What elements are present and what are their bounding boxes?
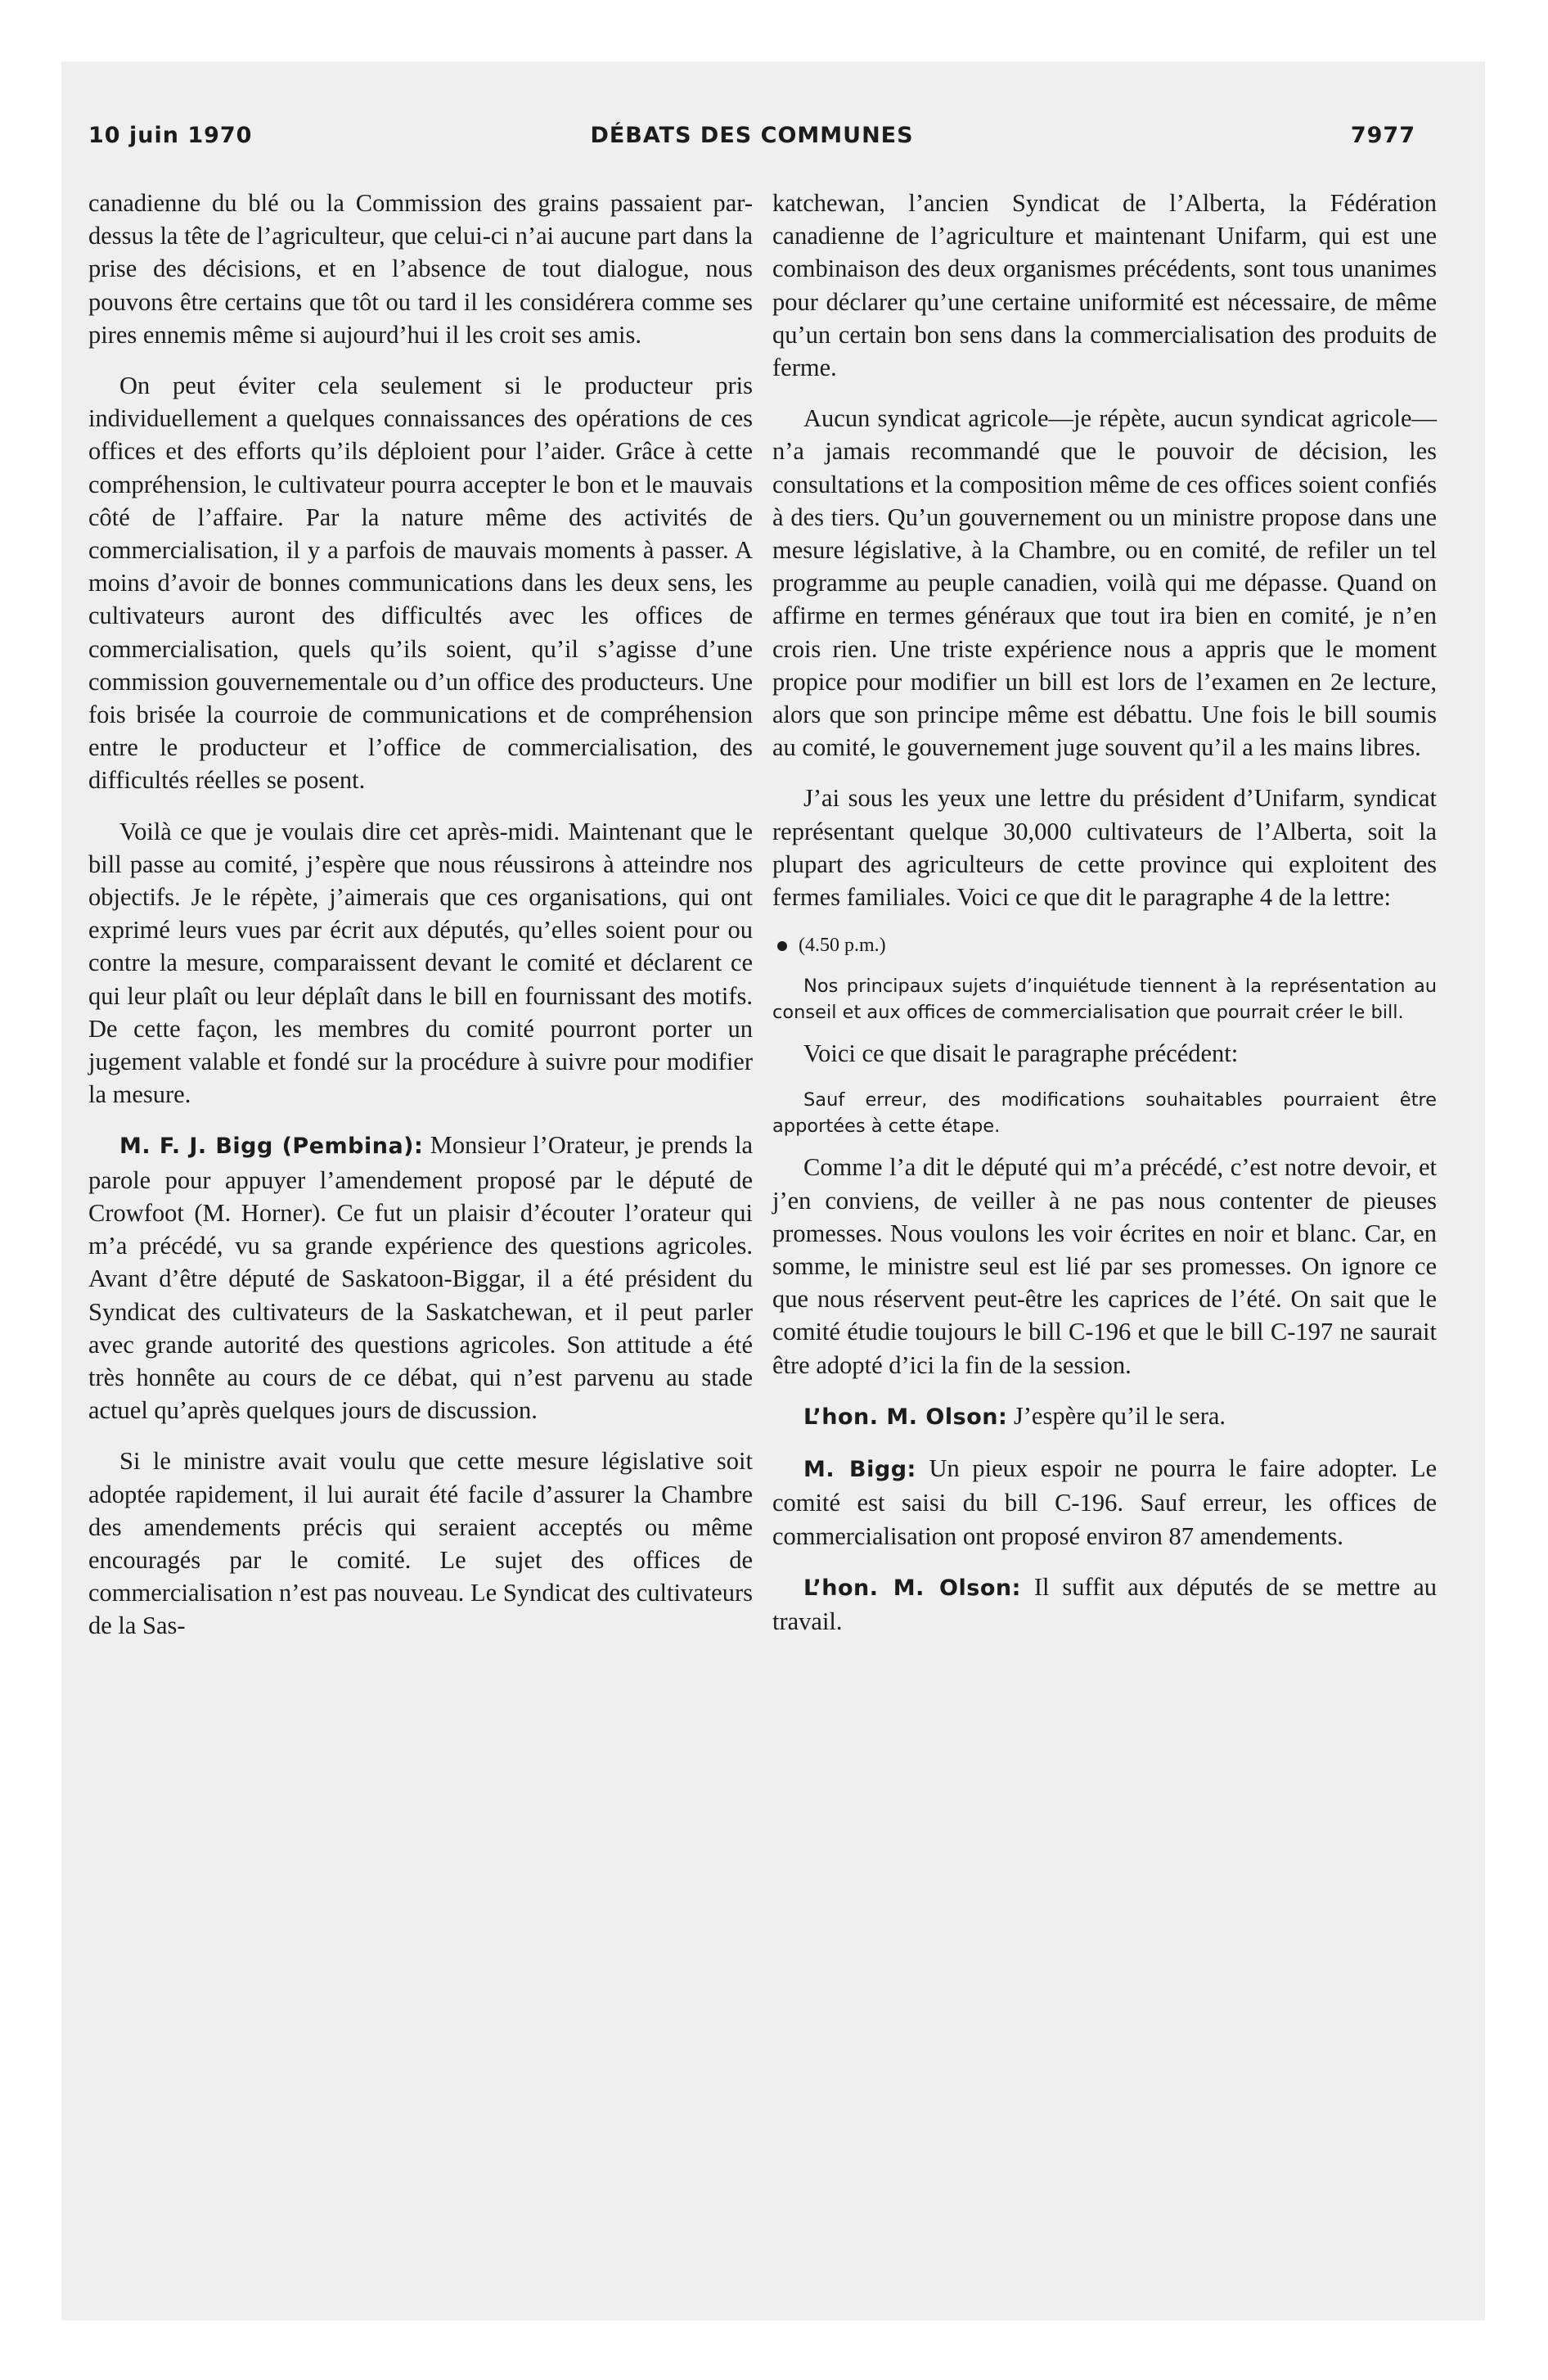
speech-text: Monsieur l’Orateur, je prends la parole pour appuyer l’amendement proposé par le député de Crowfoot (M. Horner). Ce fut un plaisir d’écouter l’orateur qui m’a précédé, vu sa grande expérience des questions agricoles. Avant d’être député de Saskatoon-Biggar, il a été président du Syndicat des cultivateurs de la Saskatchewan, et il peut parler avec grande autorité des questions agricoles. Son attitude a été très honnête au cours de ce débat, qui n’est parvenu au stade actuel qu’après quelques jours de discussion. bbox=[88, 1131, 754, 1425]
paragraph: Comme l’a dit le député qui m’a précédé, c’est notre devoir, et j’en conviens, de veiller à ne pas nous contenter de pieuses promesses. Nous voulons les voir écrites en noir et blanc. Car, en somme, le ministre seul est lié par ses promesses. On ignore ce que nous réservent peut-être les caprices de l’été. On sait que le comité étudie toujours le bill C-196 et que le bill C-197 ne saurait être adopté d’ici la fin de la session. bbox=[772, 1153, 1437, 1379]
paragraph: Si le ministre avait voulu que cette mesure législative soit adoptée rapidement, il lui aurait été facile d’assurer la Chambre des amendements précis qui seraient acceptés ou même encouragés par le comité. Le sujet des offices de commercialisation n’est pas nouveau. Le Syndicat des cultivateurs de la Sas- bbox=[88, 1447, 753, 1640]
header-title: DÉBATS DES COMMUNES bbox=[590, 123, 914, 148]
speech-paragraph bbox=[772, 1452, 1437, 1553]
left-column bbox=[88, 187, 753, 1661]
header-page-number: 7977 bbox=[1350, 123, 1415, 148]
paragraph: On peut éviter cela seulement si le producteur pris individuellement a quelques connaissances des opérations de ces offices et des efforts qu’ils déploient pour l’aider. Grâce à cette compréhension, le cultivateur pourra accepter le bon et le mauvais côté de l’affaire. Par la nature même des activités de commercialisation, il y a parfois de mauvais moments à passer. A moins d’avoir de bonnes communications dans les deux sens, les cultivateurs auront des difficultés avec les offices de commercialisation, quels qu’ils soient, qu’il s’agisse d’une commission gouvernementale ou d’un office des producteurs. Une fois brisée la courroie de communications et de compréhension entre le producteur et l’office de commercialisation, des difficultés réelles se posent. bbox=[88, 372, 753, 795]
speaker-name: M. Bigg: bbox=[803, 1457, 916, 1483]
speech-paragraph bbox=[88, 1129, 753, 1427]
paragraph: J’ai sous les yeux une lettre du président d’Unifarm, syndicat représentant quelque 30,000 cultivateurs de l’Alberta, soit la plupart des agriculteurs de cette province qui exploitent des fermes familiales. Voici ce que dit le paragraphe 4 de la lettre: bbox=[772, 784, 1437, 912]
speech-text: J’espère qu’il le sera. bbox=[1013, 1401, 1226, 1430]
header-date: 10 juin 1970 bbox=[88, 123, 253, 148]
speaker-name: L’hon. M. Olson: bbox=[803, 1575, 1021, 1601]
speaker-name: M. F. J. Bigg (Pembina): bbox=[119, 1134, 424, 1160]
paragraph: Voici ce que disait le paragraphe précédent: bbox=[803, 1039, 1239, 1068]
paragraph: Aucun syndicat agricole—je répète, aucun syndicat agricole—n’a jamais recommandé que le pouvoir de décision, les consultations et la composition même de ces offices soient confiés à des tiers. Qu’un gouvernement ou un ministre propose dans une mesure législative, à la Chambre, ou en comité, de refiler un tel programme au peuple canadien, voilà qui me dépasse. Quand on affirme en termes généraux que tout ira bien en comité, je n’en crois rien. Une triste expérience nous a appris que le moment propice pour modifier un bill est lors de l’examen en 2e lecture, alors que son principe même est débattu. Une fois le bill soumis au comité, le gouvernement juge souvent qu’il a les mains libres. bbox=[772, 404, 1437, 762]
speech-paragraph bbox=[772, 1400, 1437, 1434]
paragraph: Voilà ce que je voulais dire cet après-midi. Maintenant que le bill passe au comité, j’espère que nous réussirons à atteindre nos objectifs. Je le répète, j’aimerais que ces organisations, qui ont exprimé leurs vues par écrit aux députés, qu’elles soient pour ou contre la mesure, comparaissent devant le comité et déclarent ce qui leur plaît ou leur déplaît dans le bill en fournissant des motifs. De cette façon, les membres du comité pourront porter un jugement valable et fondé sur la procédure à suivre pour modifier la mesure. bbox=[88, 817, 753, 1109]
right-column bbox=[772, 187, 1437, 1656]
quotation: Sauf erreur, des modifications souhaitables pourraient être apportées à cette étape. bbox=[772, 1089, 1437, 1137]
page-header bbox=[88, 123, 1415, 156]
bullet-icon bbox=[777, 941, 787, 951]
paragraph: katchewan, l’ancien Syndicat de l’Alberta, la Fédération canadienne de l’agriculture et maintenant Unifarm, qui est une combinaison des deux organismes précédents, sont tous unanimes pour déclarer qu’une certaine uniformité est nécessaire, de même qu’un certain bon sens dans la commercialisation des produits de ferme. bbox=[772, 189, 1437, 382]
speech-paragraph bbox=[772, 1571, 1437, 1638]
time-text: (4.50 p.m.) bbox=[799, 935, 886, 957]
quotation: Nos principaux sujets d’inquiétude tiennent à la représentation au conseil et aux offices de commercialisation que pourrait créer le bill. bbox=[772, 976, 1437, 1023]
speech-text: Un pieux espoir ne pourra le faire adopter. Le comité est saisi du bill C-196. Sauf erreur, les offices de commercialisation ont proposé environ 87 amendements. bbox=[772, 1454, 1437, 1550]
speaker-name: L’hon. M. Olson: bbox=[803, 1404, 1008, 1430]
time-marker bbox=[772, 931, 1437, 959]
speech-text: Il suffit aux députés de se mettre au travail. bbox=[772, 1572, 1437, 1635]
paragraph: canadienne du blé ou la Commission des grains passaient par-dessus la tête de l’agriculteur, que celui-ci n’ai aucune part dans la prise des décisions, et en l’absence de tout dialogue, nous pouvons être certains que tôt ou tard il les considérera comme ses pires ennemis même si aujourd’hui il les croit ses amis. bbox=[88, 189, 753, 349]
